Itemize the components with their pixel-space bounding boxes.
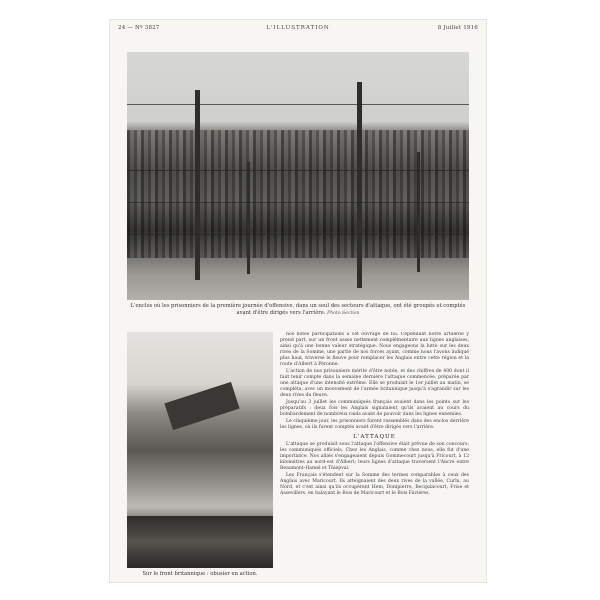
caption-text: L'enclos où les prisonniers de la première journée d'offensive, dans un seul des secteurs d'attaque, ont été groupés et comptés avant d'être dirigés vers l'arrière. (130, 303, 466, 316)
prisoners-enclosure-photo (127, 52, 469, 300)
howitzer-photo (127, 332, 273, 568)
barbed-wire (127, 202, 469, 203)
barbed-wire (127, 170, 469, 171)
water-texture (127, 516, 273, 568)
newspaper-page (110, 20, 486, 582)
article-paragraph: Le cinquième jour, les prisonniers furent rassemblés dans des enclos derrière les lignes, où ils furent comptés avant d'être dirigés vers l'arrière. (280, 419, 469, 430)
article-column (280, 332, 469, 568)
publication-title: L'ILLUSTRATION (266, 25, 330, 31)
article-paragraph: Jusqu'au 3 juillet les communiqués français avaient dans les points sur les préparatifs : deux fois les Anglais signalaient qu'ils avaient au cours du bombardement de nombreux raids avant de pouvoir dans les lignes ennemies. (280, 400, 469, 417)
running-head (118, 25, 478, 35)
barbed-wire (127, 104, 469, 105)
issue-date: 8 Juillet 1916 (437, 25, 478, 31)
page-number: 24 — Nº 3827 (118, 25, 160, 31)
photo-credit: Photo Section (327, 310, 360, 316)
article-paragraph: nos notes participations à cet ouvrage de foi. Cependant notre artillerie y prend part, sur un front assez nettement complémentaire aux lignes anglaises, ainsi qu'à une bonne valeur stratégique. Nous engageons la lutte sur les deux rives de la Somme, une partie de nos forces ayant, comme nous l'avons indiqué plus haut, traversé le fleuve pour remplacer les Anglais entre cette région et la route d'Albert à Péronne. (280, 332, 469, 367)
section-heading: L'ATTAQUE (353, 434, 396, 440)
howitzer-shape (164, 382, 239, 430)
article-paragraph: L'action de nos prisonniers mérite d'être notée, et des chiffres de 400 dont il faut tenir compte dans la semaine dernière l'attaque commencée, préparée par une attaque d'une intensité extrême. Elle se produisit le 1er juillet au matin, se compléta, avec un mouvement de l'armée britannique jusqu'à s'agrandir sur les deux rives du fleuve. (280, 369, 469, 398)
fence-post (357, 82, 362, 288)
bottom-photo-caption: Sur le front britannique : obusier en action. (142, 571, 258, 577)
fence-post (195, 90, 200, 280)
barbed-wire (127, 234, 469, 235)
top-photo-caption (127, 303, 469, 317)
fence-post (247, 162, 250, 274)
article-paragraph: L'attaque se produisit sous l'attaque l'offensive était prévue de son concours; les communiqués officiels. Chez les Anglais, comme chez nous, elle fut d'une importance. Nos alliés s'engageaient depuis Gommecourt jusqu'à Fricourt, à 12 kilomètres au nord-est d'Albert; leurs lignes d'attaque traversent l'Ancre entre Beaumont-Hamel et Thiepval. (280, 442, 469, 471)
article-paragraph: Les Français s'étendent sur la Somme des termes comparables à ceux des Anglais avec Maricourt. Ils atteignaient des deux rives de la vallée, Curlu, au Nord, et c'est ainsi qu'ils occupèrent Hem, Dompierre, Becquincourt, Frise et Assevillers, en balayant le Bois de Maricourt et le Bois Favières. (280, 473, 469, 496)
